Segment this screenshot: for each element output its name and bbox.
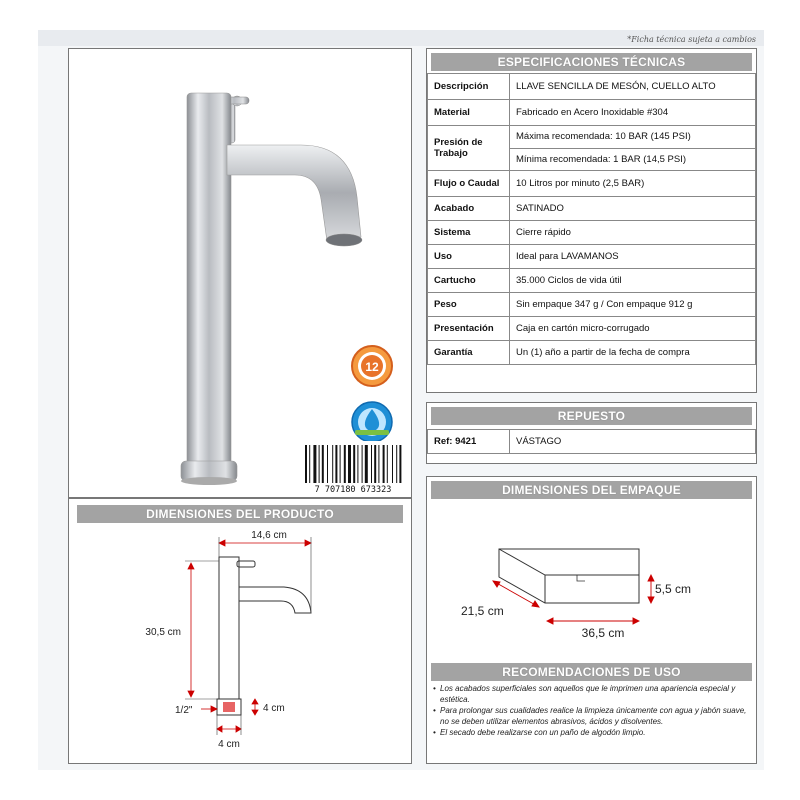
barcode-bar bbox=[383, 445, 385, 483]
table-row bbox=[428, 430, 756, 454]
barcode-bar bbox=[319, 445, 320, 483]
barcode-bar bbox=[322, 445, 324, 483]
barcode-bar bbox=[378, 445, 379, 483]
spec-sheet bbox=[38, 30, 764, 770]
product-dimensions-panel bbox=[68, 498, 412, 764]
barcode-bar bbox=[332, 445, 333, 483]
svg-text:12: 12 bbox=[365, 360, 379, 374]
length-label: 36,5 cm bbox=[581, 626, 625, 640]
barcode-bar bbox=[309, 445, 310, 483]
barcode-bar bbox=[399, 445, 401, 483]
barcode-bar bbox=[392, 445, 393, 483]
packaging-panel bbox=[426, 476, 757, 764]
spare-part-ref: Ref: 9421 bbox=[428, 430, 510, 454]
product-dimension-diagram bbox=[69, 499, 413, 765]
barcode-bar bbox=[374, 445, 376, 483]
barcode-bar bbox=[335, 445, 337, 483]
recommendations-header: RECOMENDACIONES DE USO bbox=[431, 663, 752, 681]
spare-part-panel bbox=[426, 402, 757, 464]
list-item: • Para prolongar sus cualidades realice la limpieza únicamente con agua y jabón suave, no se deben utilizar elementos abrasivos, ácidos y disolventes. bbox=[433, 705, 750, 727]
table-row: Descripción LLAVE SENCILLA DE MESÓN, CUELLO ALTO bbox=[428, 74, 756, 100]
height-label: 30,5 cm bbox=[145, 627, 181, 638]
spare-part-header: REPUESTO bbox=[431, 407, 752, 425]
specifications-header: ESPECIFICACIONES TÉCNICAS bbox=[431, 53, 752, 71]
specifications-table bbox=[427, 73, 756, 365]
barcode-bar bbox=[387, 445, 388, 483]
base-height-label: 4 cm bbox=[263, 703, 285, 714]
table-row: Presentación Caja en cartón micro-corrugado bbox=[428, 317, 756, 341]
table-row: Garantía Un (1) año a partir de la fecha de compra bbox=[428, 341, 756, 365]
depth-label: 21,5 cm bbox=[461, 604, 504, 618]
water-saving-badge bbox=[352, 402, 392, 442]
table-row: Acabado SATINADO bbox=[428, 197, 756, 221]
packaging-dimensions-header: DIMENSIONES DEL EMPAQUE bbox=[431, 481, 752, 499]
list-item: • El secado debe realizarse con un paño de algodón limpio. bbox=[433, 727, 750, 738]
base-width-label: 4 cm bbox=[218, 739, 240, 750]
table-row: Material Fabricado en Acero Inoxidable #304 bbox=[428, 100, 756, 126]
barcode-bar bbox=[371, 445, 372, 483]
table-row: Flujo o Caudal 10 Litros por minuto (2,5 BAR) bbox=[428, 171, 756, 197]
barcode-bar bbox=[340, 445, 341, 483]
width-label: 14,6 cm bbox=[251, 530, 287, 541]
table-row: Sistema Cierre rápido bbox=[428, 221, 756, 245]
table-row: Cartucho 35.000 Ciclos de vida útil bbox=[428, 269, 756, 293]
specifications-panel bbox=[426, 48, 757, 393]
barcode-bar bbox=[344, 445, 346, 483]
disclaimer-note: *Ficha técnica sujeta a cambios bbox=[627, 35, 756, 44]
barcode-bar bbox=[362, 445, 363, 483]
barcode-bar bbox=[305, 445, 307, 483]
recommendations-section bbox=[427, 663, 756, 738]
product-dimensions-header: DIMENSIONES DEL PRODUCTO bbox=[77, 505, 403, 523]
table-row: Uso Ideal para LAVAMANOS bbox=[428, 245, 756, 269]
min-pressure: Mínima recomendada: 1 BAR (14,5 PSI) bbox=[510, 148, 755, 170]
packaging-dimension-diagram bbox=[427, 477, 758, 657]
table-row: Peso Sin empaque 347 g / Con empaque 912 g bbox=[428, 293, 756, 317]
product-photo-panel bbox=[68, 48, 412, 498]
barcode-bar bbox=[313, 445, 316, 483]
barcode-number: 7 707180 673323 bbox=[314, 485, 392, 495]
faucet-illustration bbox=[69, 49, 413, 499]
warranty-12-badge bbox=[352, 346, 392, 386]
barcode-bar bbox=[396, 445, 397, 483]
barcode-bar bbox=[357, 445, 358, 483]
spare-part-table bbox=[427, 429, 756, 454]
thread-label: 1/2" bbox=[175, 705, 193, 716]
spare-part-name: VÁSTAGO bbox=[510, 430, 756, 454]
barcode-bar bbox=[327, 445, 328, 483]
list-item: • Los acabados superficiales son aquellos que le imprimen una apariencia especial y estética. bbox=[433, 683, 750, 705]
barcode-bar bbox=[353, 445, 355, 483]
barcode-bar bbox=[365, 445, 368, 483]
max-pressure: Máxima recomendada: 10 BAR (145 PSI) bbox=[516, 131, 691, 142]
recommendations-list bbox=[427, 681, 756, 738]
barcode-bar bbox=[348, 445, 351, 483]
table-row: Presión de Trabajo Máxima recomendada: 10 BAR (145 PSI) Mínima recomendada: 1 BAR (14,5 PSI) bbox=[428, 126, 756, 171]
height-label: 5,5 cm bbox=[655, 582, 692, 596]
